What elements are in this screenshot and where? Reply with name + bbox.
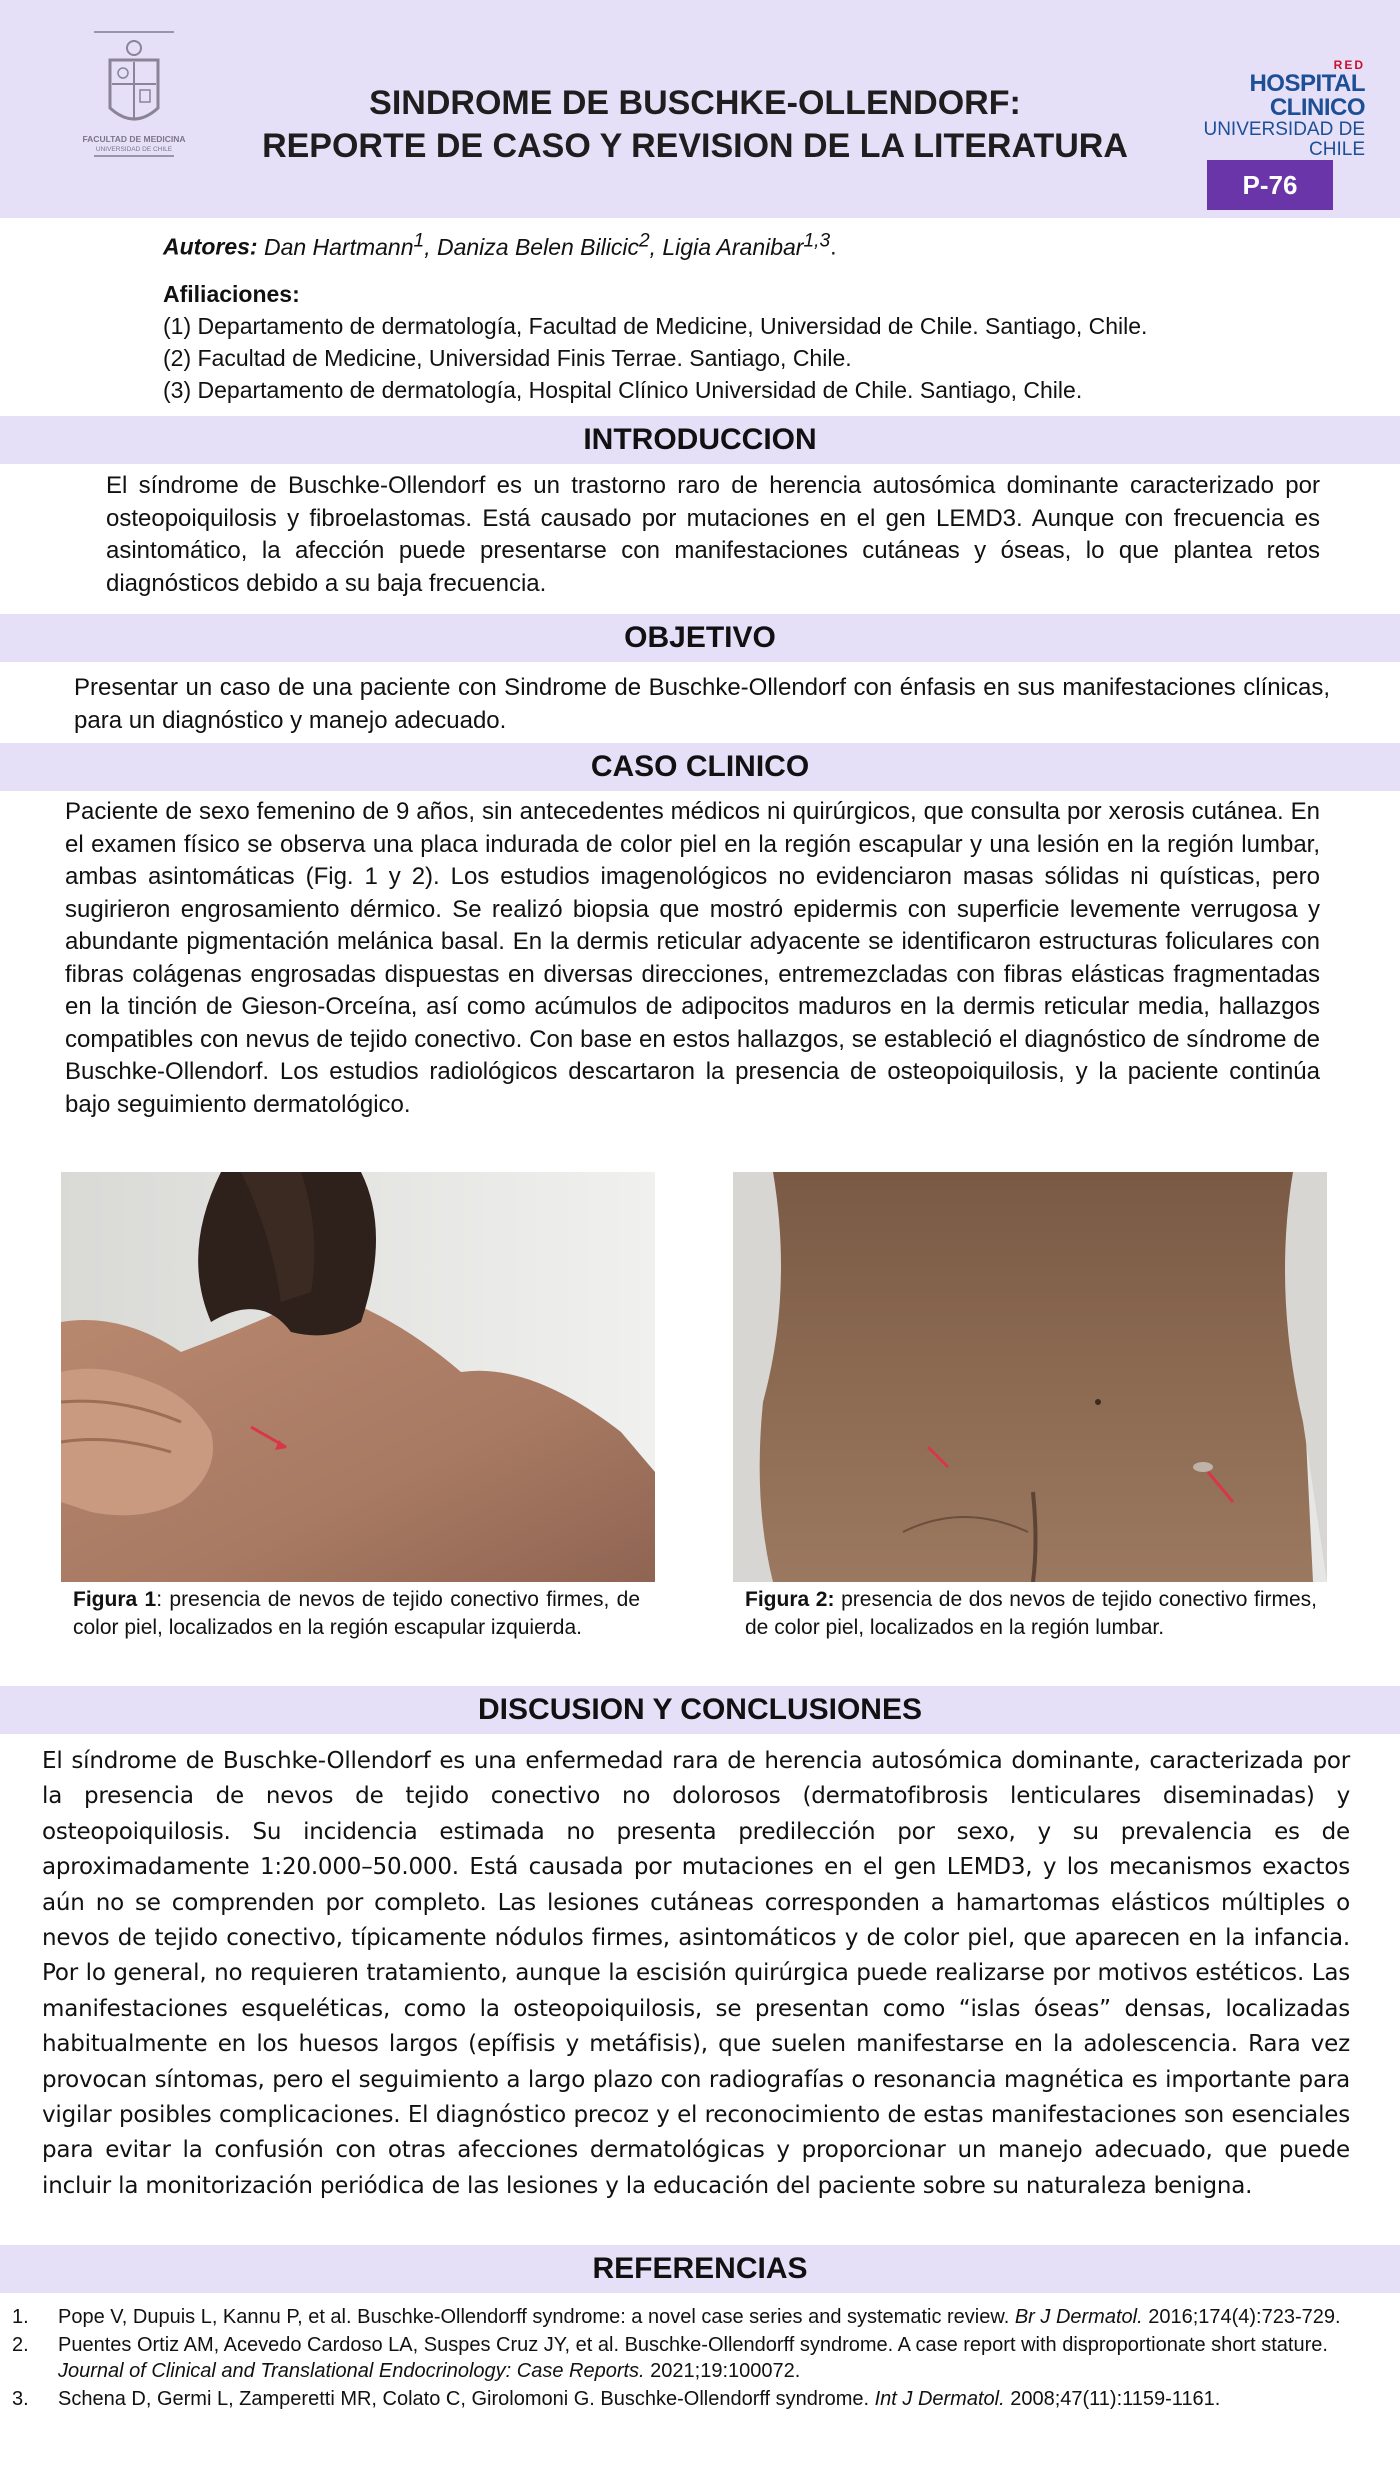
- figure-2-caption-text: presencia de dos nevos de tejido conectivo firmes, de color piel, localizados en la región lumbar.: [745, 1588, 1317, 1639]
- caso-clinico-text: Paciente de sexo femenino de 9 años, sin antecedentes médicos ni quirúrgicos, que consulta por xerosis cutánea. En el examen físico se observa una placa indurada de color piel en la región escapular y una lesión en la región lumbar, ambas asintomáticas (Fig. 1 y 2). Los estudios imagenológicos no evidenciaron masas sólidas ni quísticas, pero sugirieron engrosamiento dérmico. Se realizó biopsia que mostró epidermis con superficie levemente verrugosa y abundante pigmentación melánica basal. En la dermis reticular adyacente se identificaron estructuras foliculares con fibras colágenas engrosadas dispuestas en diversas direcciones, entremezcladas con fibras elásticas fragmentadas en la tinción de Gieson-Orceína, así como acúmulos de adipocitos maduros en la dermis reticular media, hallazgos compatibles con nevus de tejido conectivo. Con base en estos hallazgos, se estableció el diagnóstico de síndrome de Buschke-Ollendorf. Los estudios radiológicos descartaron la presencia de osteopoiquilosis, y la paciente continúa bajo seguimiento dermatológico.: [65, 798, 1320, 1118]
- reference-journal: Journal of Clinical and Translational Endocrinology: Case Reports.: [58, 2360, 645, 2382]
- affiliation-item: (3) Departamento de dermatología, Hospital Clínico Universidad de Chile. Santiago, Chile.: [163, 377, 1083, 403]
- references-list: [10, 2304, 1380, 2414]
- figure-1-caption-text: : presencia de nevos de tejido conectivo firmes, de color piel, localizados en la región escapular izquierda.: [73, 1588, 640, 1639]
- faculty-logo: [82, 30, 186, 170]
- reference-journal: Int J Dermatol.: [874, 2388, 1005, 2410]
- reference-text: Puentes Ortiz AM, Acevedo Cardoso LA, Suspes Cruz JY, et al. Buschke-Ollendorff syndrome. A case report with disproportionate short stature.: [58, 2334, 1328, 2356]
- reference-tail: 2021;19:100072.: [644, 2360, 801, 2382]
- hospital-name: HOSPITAL CLINICO: [1249, 70, 1365, 121]
- reference-number: 2.: [12, 2334, 29, 2356]
- reference-text: Pope V, Dupuis L, Kannu P, et al. Buschke-Ollendorff syndrome: a novel case series and systematic review.: [58, 2306, 1015, 2328]
- authors-line: [163, 224, 837, 264]
- title-line-2: REPORTE DE CASO Y REVISION DE LA LITERATURA: [262, 127, 1128, 165]
- logo-university-text: UNIVERSIDAD DE CHILE: [95, 146, 173, 153]
- reference-item: [10, 2304, 1380, 2330]
- author-name: Dan Hartmann: [257, 233, 414, 260]
- figure-2-photo: [733, 1172, 1327, 1582]
- author-affil-sup: 1: [413, 230, 425, 251]
- reference-item: [10, 2386, 1380, 2412]
- reference-tail: 2008;47(11):1159-1161.: [1004, 2388, 1221, 2410]
- affiliation-item: (2) Facultad de Medicine, Universidad Finis Terrae. Santiago, Chile.: [163, 345, 852, 371]
- affiliations-label: Afiliaciones:: [163, 281, 300, 307]
- affiliations: [163, 278, 1147, 406]
- reference-tail: 2016;174(4):723-729.: [1142, 2306, 1341, 2328]
- lumbar-region-photo: [733, 1172, 1327, 1582]
- reference-number: 1.: [12, 2306, 29, 2328]
- reference-journal: Br J Dermatol.: [1014, 2306, 1143, 2328]
- referencias-heading: REFERENCIAS: [0, 2245, 1400, 2293]
- figure-2-caption: [745, 1586, 1317, 1642]
- author-separator: ,: [424, 233, 431, 260]
- author-affil-sup: 1,3: [803, 230, 831, 251]
- authors-label: Autores:: [163, 233, 258, 260]
- back-scapular-photo: [61, 1172, 655, 1582]
- affiliation-item: (1) Departamento de dermatología, Facultad de Medicine, Universidad de Chile. Santiago, Chile.: [163, 313, 1148, 339]
- poster-title: [180, 82, 1210, 168]
- reference-item: [10, 2332, 1380, 2384]
- figure-1-photo: [61, 1172, 655, 1582]
- figure-1-caption: [73, 1586, 640, 1642]
- introduccion-heading: INTRODUCCION: [0, 416, 1400, 464]
- hospital-logo: [1155, 58, 1365, 160]
- logo-faculty-text: FACULTAD DE MEDICINA: [82, 134, 186, 144]
- author-affil-sup: 2: [638, 230, 650, 251]
- caso-clinico-heading: CASO CLINICO: [0, 743, 1400, 791]
- figure-1-label: Figura 1: [73, 1588, 157, 1611]
- author-name: Ligia Aranibar: [656, 233, 804, 260]
- discusion-heading: DISCUSION Y CONCLUSIONES: [0, 1686, 1400, 1734]
- discusion-text: El síndrome de Buschke-Ollendorf es una enfermedad rara de herencia autosómica dominante, caracterizada por la presencia de nevos de tejido conectivo no dolorosos (dermatofibrosis lenticulares diseminadas) y osteopoiquilosis. Su incidencia estimada no presenta predilección por sexo, y su prevalencia es de aproximadamente 1:20.000–50.000. Está causada por mutaciones en el gen LEMD3, y los mecanismos exactos aún no se comprenden por completo. Las lesiones cutáneas corresponden a hamartomas elásticos múltiples o nevos de tejido conectivo, típicamente nódulos firmes, asintomáticos y de color piel, que aparecen en la infancia. Por lo general, no requieren tratamiento, aunque la escisión quirúrgica puede realizarse por motivos estéticos. Las manifestaciones esqueléticas, como la osteopoiquilosis, se presentan como “islas óseas” densas, localizadas habitualmente en los huesos largos (epífisis y metáfisis), que suelen manifestarse en la adolescencia. Rara vez provocan síntomas, pero el seguimiento a largo plazo con radiografías o resonancia magnética es importante para vigilar posibles complicaciones. El diagnóstico precoz y el reconocimiento de estas manifestaciones son esenciales para evitar la confusión con otras afecciones dermatológicas y proporcionar un manejo adecuado, que puede incluir la monitorización periódica de las lesiones y la educación del paciente sobre su naturaleza benigna.: [42, 1748, 1350, 2199]
- introduccion-text: El síndrome de Buschke-Ollendorf es un trastorno raro de herencia autosómica dominante caracterizado por osteopoiquilosis y fibroelastomas. Está causado por mutaciones en el gen LEMD3. Aunque con frecuencia es asintomático, la afección puede presentarse con manifestaciones cutáneas y óseas, lo que plantea retos diagnósticos debido a su baja frecuencia.: [106, 472, 1320, 597]
- author-name: Daniza Belen Bilicic: [430, 233, 639, 260]
- hospital-university: UNIVERSIDAD DE CHILE: [1203, 119, 1365, 160]
- objetivo-heading: OBJETIVO: [0, 614, 1400, 662]
- title-line-1: SINDROME DE BUSCHKE-OLLENDORF:: [369, 84, 1021, 122]
- reference-number: 3.: [12, 2388, 29, 2410]
- author-separator: .: [830, 233, 837, 260]
- poster-code-badge: P-76: [1207, 160, 1333, 210]
- figure-2-label: Figura 2:: [745, 1588, 835, 1611]
- author-separator: ,: [649, 233, 656, 260]
- objetivo-text: Presentar un caso de una paciente con Sindrome de Buschke-Ollendorf con énfasis en sus manifestaciones clínicas, para un diagnóstico y manejo adecuado.: [74, 674, 1330, 734]
- hospital-red-label: RED: [1333, 58, 1365, 72]
- reference-text: Schena D, Germi L, Zamperetti MR, Colato C, Girolomoni G. Buschke-Ollendorff syndrome.: [58, 2388, 875, 2410]
